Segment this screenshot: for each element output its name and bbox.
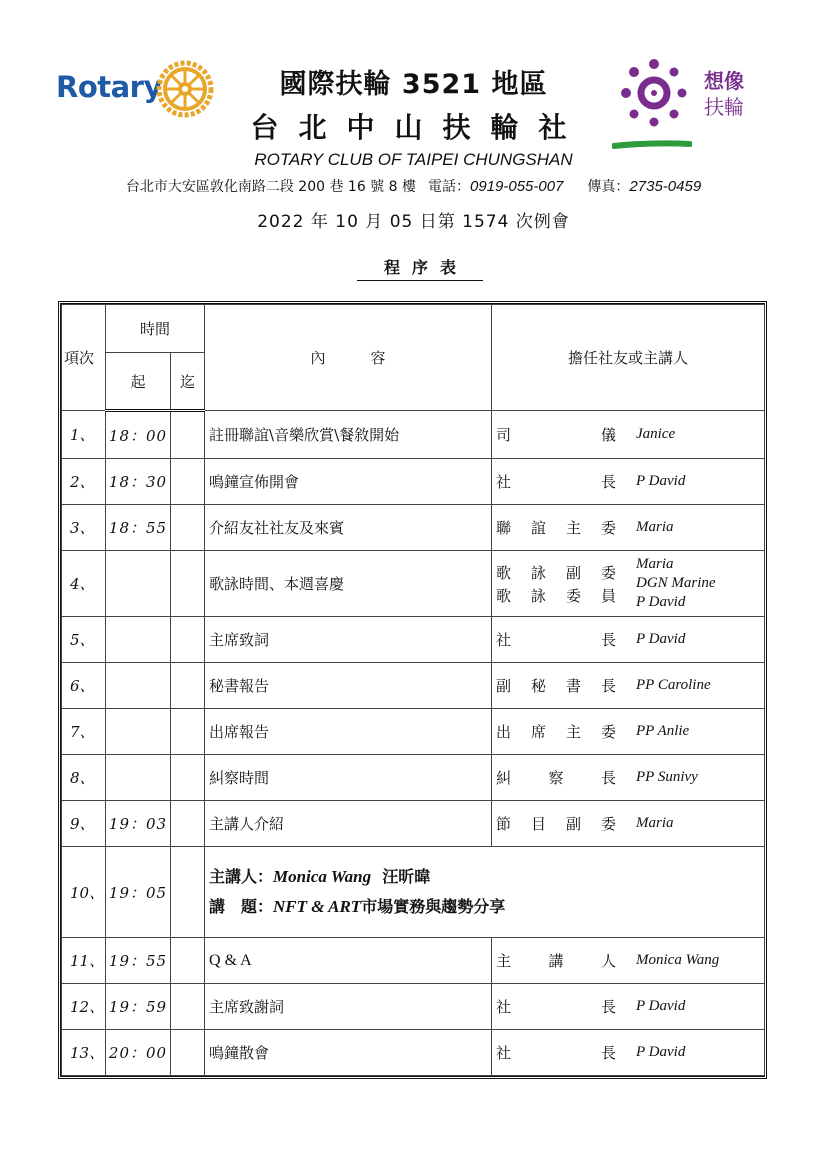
table-row [62, 663, 765, 709]
item-content: 出席報告 [205, 709, 492, 755]
item-content: 歌詠時間、本週喜慶 [205, 551, 492, 617]
start-time: 19：59 [106, 984, 171, 1030]
start-time: 20：00 [106, 1030, 171, 1076]
row-number: 2、 [62, 459, 106, 505]
table-row [62, 801, 765, 847]
row-number: 12、 [62, 984, 106, 1030]
start-time [106, 551, 171, 617]
row-number: 8、 [62, 755, 106, 801]
row-number: 4、 [62, 551, 106, 617]
end-time [171, 755, 205, 801]
speaker-line: 主講人：Monica Wang 汪昕暐 [209, 867, 431, 886]
person-name: P David [636, 594, 686, 610]
table-row [62, 617, 765, 663]
program-table [58, 301, 767, 1079]
item-content: 註冊聯誼\音樂欣賞\餐敘開始 [205, 411, 492, 459]
role-title: 社 長 [496, 473, 617, 491]
end-time [171, 847, 205, 938]
role-title: 社 長 [496, 631, 617, 649]
role-title: 糾 察 長 [496, 769, 616, 787]
row-number: 6、 [62, 663, 106, 709]
table-row [62, 1030, 765, 1076]
header-time: 時間 [106, 305, 205, 353]
table-row [62, 755, 765, 801]
speaker-block [205, 847, 765, 938]
item-content: 主席致謝詞 [205, 984, 492, 1030]
role-title: 節 目 副 委 [496, 815, 616, 833]
start-time: 18：55 [106, 505, 171, 551]
person-name: P David [636, 1044, 686, 1060]
imagine-logo-text-2: 扶輪 [704, 95, 744, 119]
end-time [171, 709, 205, 755]
person-name: Monica Wang [636, 952, 720, 968]
end-time [171, 411, 205, 459]
person-name: P David [636, 998, 686, 1014]
role-title: 歌 詠 委 員 [496, 586, 616, 605]
topic-zh: 市場實務與趨勢分享 [361, 897, 506, 916]
person-name: PP Caroline [636, 677, 711, 693]
speaker-name: Monica Wang [273, 867, 372, 886]
person-name: Maria [636, 815, 674, 831]
end-time [171, 551, 205, 617]
program-title: 程序表 [357, 255, 483, 281]
row-number: 9、 [62, 801, 106, 847]
person-name: PP Sunivy [636, 769, 698, 785]
table-row [62, 709, 765, 755]
meeting-line: 2022 年 10 月 05 日第 1574 次例會 [257, 212, 570, 232]
imagine-dots-icon [612, 56, 692, 152]
row-number: 7、 [62, 709, 106, 755]
item-content: 秘書報告 [205, 663, 492, 709]
row-number: 5、 [62, 617, 106, 663]
start-time [106, 755, 171, 801]
phone-label: 電話： [428, 179, 470, 195]
role-title: 歌 詠 副 委 [496, 563, 616, 582]
start-time: 19：05 [106, 847, 171, 938]
header-content: 內 容 [205, 305, 492, 411]
item-content: 介紹友社社友及來賓 [205, 505, 492, 551]
start-time [106, 709, 171, 755]
contact-line [0, 176, 827, 196]
end-time [171, 663, 205, 709]
item-content: 鳴鐘散會 [205, 1030, 492, 1076]
header-item-no: 項次 [62, 305, 106, 411]
end-time [171, 801, 205, 847]
item-content: 糾察時間 [205, 755, 492, 801]
speaker-name-zh: 汪昕暐 [382, 867, 431, 886]
fax-number: 2735-0459 [629, 178, 702, 195]
imagine-logo-text-1: 想像 [704, 69, 744, 93]
person-name: PP Anlie [636, 723, 690, 739]
header-start: 起 [106, 353, 171, 411]
table-row [62, 459, 765, 505]
role-title: 司 儀 [496, 426, 617, 444]
table-row [62, 938, 765, 984]
start-time [106, 617, 171, 663]
club-name-en: ROTARY CLUB OF TAIPEI CHUNGSHAN [254, 150, 573, 169]
start-time: 18：00 [106, 411, 171, 459]
header-role: 擔任社友或主講人 [492, 305, 765, 411]
row-number: 1、 [62, 411, 106, 459]
row-number: 11、 [62, 938, 106, 984]
item-content: Q & A [205, 938, 492, 984]
address: 台北市大安區敦化南路二段 200 巷 16 號 8 樓 [125, 179, 416, 195]
end-time [171, 984, 205, 1030]
topic-line: 講 題：NFT & ART市場實務與趨勢分享 [209, 897, 506, 916]
role-title: 副 秘 書 長 [496, 677, 616, 695]
phone-number: 0919-055-007 [470, 178, 564, 195]
table-row [62, 505, 765, 551]
end-time [171, 459, 205, 505]
role-title: 社 長 [496, 1044, 617, 1062]
club-name: 台北中山扶輪社 [250, 111, 587, 144]
person-name: DGN Marine [636, 575, 716, 591]
person-name: P David [636, 631, 686, 647]
row-number: 10、 [62, 847, 106, 938]
item-content: 主講人介紹 [205, 801, 492, 847]
person-name: Maria [636, 519, 674, 535]
role-title: 社 長 [496, 998, 617, 1016]
district-title: 國際扶輪 3521 地區 [279, 69, 548, 100]
table-row [62, 411, 765, 459]
row-number: 13、 [62, 1030, 106, 1076]
start-time [106, 663, 171, 709]
person-name: P David [636, 473, 686, 489]
item-content: 主席致詞 [205, 617, 492, 663]
table-row [62, 551, 765, 617]
header-end: 迄 [171, 353, 205, 411]
table-row [62, 847, 765, 938]
topic-en: NFT & ART [273, 897, 362, 916]
end-time [171, 617, 205, 663]
rotary-logo-text: Rotary [56, 70, 162, 104]
role-title: 主 講 人 [496, 952, 616, 970]
start-time: 18：30 [106, 459, 171, 505]
table-row [62, 984, 765, 1030]
row-number: 3、 [62, 505, 106, 551]
imagine-rotary-logo [612, 56, 772, 152]
person-name: Janice [636, 426, 676, 442]
start-time: 19：55 [106, 938, 171, 984]
end-time [171, 505, 205, 551]
start-time: 19：03 [106, 801, 171, 847]
end-time [171, 938, 205, 984]
person-name: Maria [636, 556, 674, 572]
fax-label: 傳真： [587, 179, 630, 195]
role-title: 聯 誼 主 委 [496, 519, 616, 537]
role-title: 出 席 主 委 [496, 723, 616, 741]
end-time [171, 1030, 205, 1076]
item-content: 鳴鐘宣佈開會 [205, 459, 492, 505]
